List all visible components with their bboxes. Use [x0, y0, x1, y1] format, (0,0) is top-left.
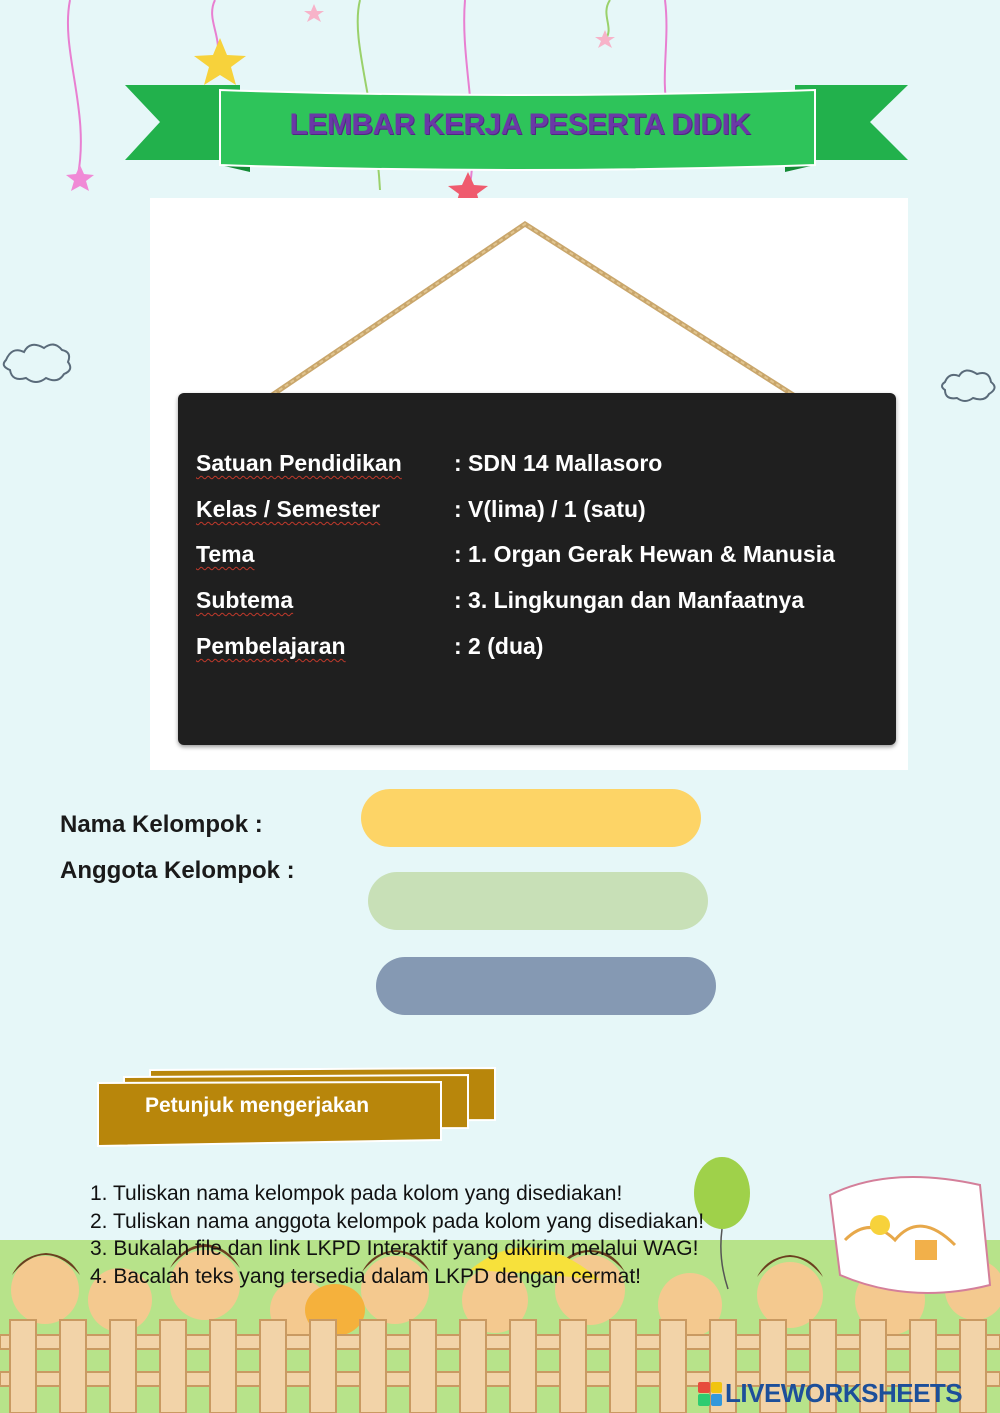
info-row-subtema [196, 587, 804, 614]
info-label: Pembelajaran [196, 633, 346, 659]
small-star-icon [304, 4, 324, 22]
group-name-label: Nama Kelompok : [60, 811, 263, 838]
pink-star-icon [66, 165, 94, 191]
info-value: : SDN 14 Mallasoro [454, 450, 663, 476]
small-star-icon [595, 30, 615, 48]
list-item: 3. Bukalah file dan link LKPD Interaktif yang dikirim melalui WAG! [90, 1237, 699, 1260]
cloud-icon [4, 344, 71, 382]
info-label: Satuan Pendidikan [196, 450, 402, 476]
group-name-input[interactable] [361, 789, 701, 847]
instructions-list [90, 1180, 704, 1290]
info-label: Subtema [196, 587, 294, 613]
watermark-text: LIVEWORKSHEETS [725, 1378, 963, 1408]
info-label: Kelas / Semester [196, 496, 381, 522]
info-row-pembelajaran [196, 633, 543, 660]
info-row-kelas [196, 496, 646, 523]
info-value: : 2 (dua) [454, 633, 544, 659]
list-item: 4. Bacalah teks yang tersedia dalam LKPD dengan cermat! [90, 1264, 641, 1288]
liveworksheets-watermark [698, 1378, 962, 1409]
list-item: 1. Tuliskan nama kelompok pada kolom yang disediakan! [90, 1182, 623, 1205]
chalkboard [178, 393, 896, 745]
info-label: Tema [196, 541, 255, 567]
info-row-tema [196, 541, 835, 568]
yellow-star-icon [194, 38, 246, 85]
info-value: : V(lima) / 1 (satu) [454, 496, 646, 522]
page-title: LEMBAR KERJA PESERTA DIDIK [289, 108, 751, 141]
member-2-input[interactable] [376, 957, 716, 1015]
info-row-satuan [196, 450, 662, 477]
liveworksheets-logo-icon [698, 1382, 722, 1406]
instructions-heading: Petunjuk mengerjakan [145, 1094, 370, 1117]
cloud-icon [942, 370, 995, 401]
hanging-rope-icon [150, 198, 908, 418]
info-value: : 3. Lingkungan dan Manfaatnya [454, 587, 805, 613]
member-1-input[interactable] [368, 872, 708, 930]
members-label: Anggota Kelompok : [60, 857, 295, 884]
list-item: 2. Tuliskan nama anggota kelompok pada kolom yang disediakan! [90, 1209, 705, 1233]
info-value: : 1. Organ Gerak Hewan & Manusia [454, 541, 835, 567]
